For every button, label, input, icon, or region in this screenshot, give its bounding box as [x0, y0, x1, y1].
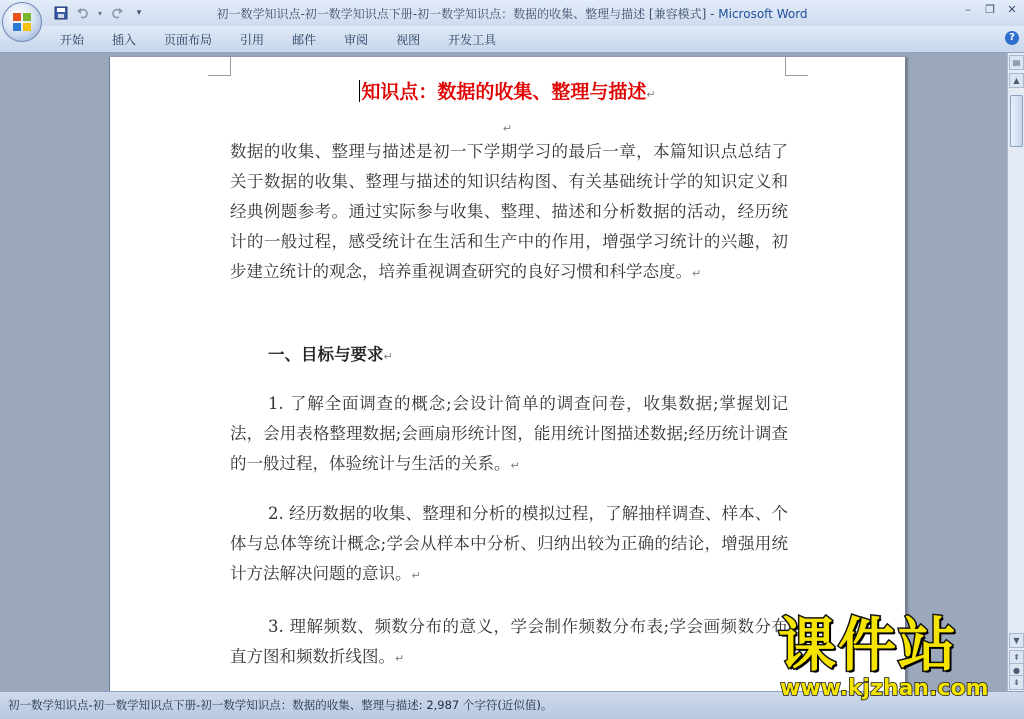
document-title	[110, 77, 905, 104]
scroll-up-icon[interactable]: ▲	[1009, 73, 1024, 88]
restore-icon[interactable]: ❐	[985, 3, 995, 16]
close-icon[interactable]: ✕	[1007, 3, 1017, 16]
empty-paragraph	[110, 117, 905, 136]
paragraph-mark: ↵	[692, 267, 702, 280]
next-page-icon[interactable]: ⇟	[1009, 675, 1024, 690]
scrollbar-thumb[interactable]	[1010, 95, 1023, 147]
section-heading	[268, 341, 393, 365]
ribbon-tabs	[60, 31, 524, 48]
document-area	[0, 53, 1007, 691]
window-controls	[960, 3, 1020, 17]
window-title-doc: 初一数学知识点-初一数学知识点下册-初一数学知识点：数据的收集、整理与描述 [兼容模式] -	[216, 7, 719, 21]
office-logo-icon	[12, 12, 32, 32]
paragraph-mark: ↵	[502, 122, 513, 135]
window-title-app: Microsoft Word	[718, 7, 808, 21]
watermark-url: www.kjzhan.com	[780, 676, 989, 701]
list-item-1	[230, 389, 788, 481]
section-heading-text: 一、目标与要求	[268, 345, 384, 364]
paragraph-mark: ↵	[395, 652, 405, 665]
ribbon-tab-bar	[0, 26, 1024, 53]
paragraph-mark: ↵	[510, 459, 520, 472]
minimize-icon[interactable]: –	[965, 3, 971, 16]
vertical-scrollbar[interactable]	[1007, 53, 1024, 691]
margin-corner-right	[785, 57, 808, 76]
list-item-2-text: 2. 经历数据的收集、整理和分析的模拟过程，了解抽样调查、样本、个体与总体等统计概念;学会从样本中分析、归纳出较为正确的结论，增强用统计方法解决问题的意识。	[230, 504, 788, 583]
watermark-main-text: 课件站	[778, 611, 959, 679]
tab-review[interactable]: 审阅	[344, 33, 369, 47]
previous-page-icon[interactable]: ⇞	[1009, 650, 1024, 665]
document-page[interactable]	[109, 57, 906, 691]
list-item-1-text: 1. 了解全面调查的概念;会设计简单的调查问卷，收集数据;掌握划记法，会用表格整理数据;会画扇形统计图，能用统计图描述数据;经历统计调查的一般过程，体验统计与生活的关系。	[230, 394, 788, 473]
tab-mailings[interactable]: 邮件	[292, 33, 317, 47]
list-item-3-text: 3. 理解频数、频数分布的意义，学会制作频数分布表;学会画频数分布直方图和频数折线图。	[230, 617, 788, 666]
browse-object-icon[interactable]: ●	[1009, 663, 1024, 678]
tab-home[interactable]: 开始	[60, 33, 85, 47]
undo-dropdown-icon[interactable]: ▾	[97, 8, 102, 18]
office-button[interactable]	[2, 2, 42, 42]
list-item-2	[230, 499, 788, 591]
tab-developer[interactable]: 开发工具	[448, 33, 497, 47]
tab-insert[interactable]: 插入	[112, 33, 137, 47]
tab-page-layout[interactable]: 页面布局	[164, 33, 213, 47]
tab-view[interactable]: 视图	[396, 33, 421, 47]
window-title	[0, 5, 1024, 22]
tab-references[interactable]: 引用	[240, 33, 265, 47]
list-item-3	[230, 612, 788, 674]
intro-text: 数据的收集、整理与描述是初一下学期学习的最后一章，本篇知识点总结了关于数据的收集、整理与描述的知识结构图、有关基础统计学的知识定义和经典例题参考。通过实际参与收集、整理、描述和分析数据的活动，经历统计的一般过程，感受统计在生活和生产中的作用，增强学习统计的兴趣，初步建立统计的观念，培养重视调查研究的良好习惯和科学态度。	[230, 142, 788, 281]
view-ruler-icon[interactable]: ▤	[1009, 55, 1024, 70]
status-text: 初一数学知识点-初一数学知识点下册-初一数学知识点：数据的收集、整理与描述: 2,987 个字符(近似值)。	[8, 698, 553, 712]
intro-paragraph	[230, 137, 788, 289]
customize-toolbar-icon[interactable]: ▾	[136, 8, 142, 18]
help-icon[interactable]: ?	[1005, 31, 1019, 45]
paragraph-mark: ↵	[646, 88, 656, 101]
title-bar	[0, 0, 1024, 26]
margin-corner-left	[208, 57, 231, 76]
paragraph-mark: ↵	[411, 569, 421, 582]
paragraph-mark: ↵	[383, 350, 393, 363]
scroll-down-icon[interactable]: ▼	[1009, 633, 1024, 648]
document-title-text: 知识点：数据的收集、整理与描述	[361, 81, 647, 103]
watermark-logo	[770, 612, 1024, 718]
